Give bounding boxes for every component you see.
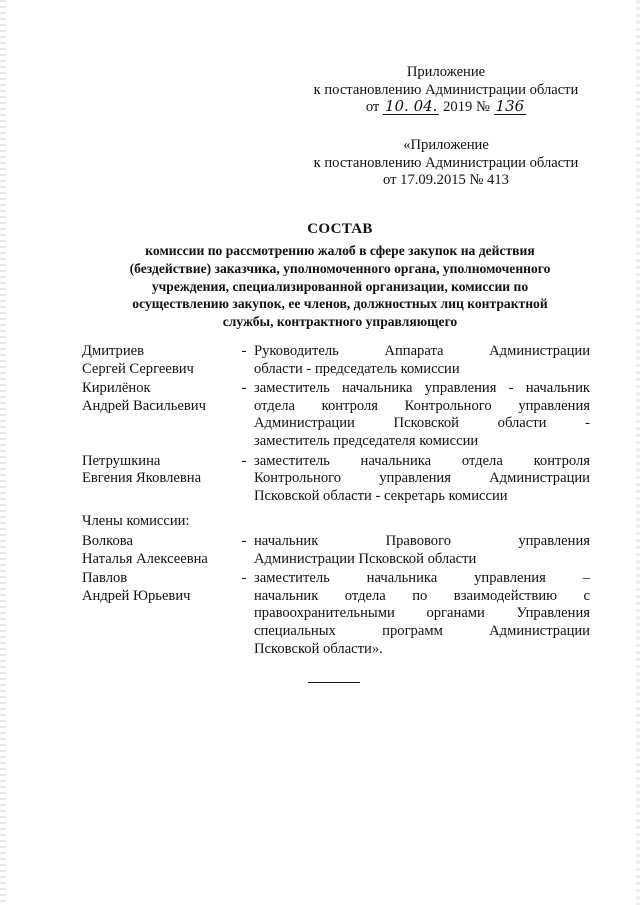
position-line: заместитель начальника управления –: [254, 570, 590, 587]
position-line: Псковской области - секретарь комиссии: [254, 487, 508, 504]
previous-appendix-header: [306, 137, 586, 190]
handwritten-date: 10. 04.: [384, 97, 438, 115]
position-line: начальник отдела по взаимодействию с: [254, 587, 590, 604]
member-position: [254, 453, 590, 506]
position-line: заместитель начальника управления - начальник: [254, 380, 590, 397]
member-given-names: Андрей Васильевич: [82, 397, 206, 414]
member-position: [254, 533, 590, 568]
member-row: [82, 453, 590, 506]
position-line: начальник Правового управления: [254, 532, 590, 549]
member-dash: -: [241, 532, 247, 549]
member-name: [82, 343, 234, 378]
member-name: [82, 380, 234, 415]
member-row: [82, 570, 590, 658]
member-position: [254, 343, 590, 378]
commission-list: [82, 343, 590, 660]
subtitle-line: осуществлению закупок, ее членов, должностных лиц контрактной: [132, 296, 548, 312]
member-position: [254, 380, 590, 450]
document-subtitle: [90, 242, 590, 331]
position-line: Псковской области».: [254, 640, 383, 657]
handwritten-number: 136: [495, 97, 525, 115]
member-surname: Петрушкина: [82, 452, 161, 469]
members-section-label: Члены комиссии:: [82, 513, 190, 530]
member-given-names: Евгения Яковлевна: [82, 470, 202, 487]
end-separator-line: [308, 682, 360, 683]
member-given-names: Наталья Алексеевна: [82, 550, 208, 567]
appendix-header: [306, 64, 586, 117]
previous-appendix-date: от 17.09.2015 № 413: [383, 172, 509, 188]
scan-edge-right: [636, 0, 640, 905]
position-line: заместитель председателя комиссии: [254, 432, 479, 449]
member-given-names: Андрей Юрьевич: [82, 587, 191, 604]
member-dash: -: [241, 380, 247, 397]
scan-edge-left: [0, 0, 6, 905]
member-dash: -: [241, 452, 247, 469]
subtitle-line: (бездействие) заказчика, уполномоченного органа, уполномоченного: [129, 260, 551, 276]
position-line: правоохранительными органами Управления: [254, 605, 590, 622]
position-line: Руководитель Аппарата Администрации: [254, 343, 590, 359]
member-surname: Кирилёнок: [82, 380, 151, 397]
member-given-names: Сергей Сергеевич: [82, 360, 194, 377]
document-title: СОСТАВ: [307, 221, 373, 237]
member-row: [82, 343, 590, 378]
position-line: Контрольного управления Администрации: [254, 470, 590, 487]
position-line: Администрации Псковской области -: [254, 415, 590, 432]
subtitle-line: комиссии по рассмотрению жалоб в сфере закупок на действия: [145, 243, 535, 258]
member-surname: Павлов: [82, 570, 128, 587]
position-line: области - председатель комиссии: [254, 360, 460, 377]
member-row: [82, 380, 590, 450]
appendix-label: Приложение: [406, 64, 486, 80]
appendix-date-line: [306, 99, 586, 117]
appendix-decree: к постановлению Администрации области: [313, 81, 579, 98]
member-row: [82, 533, 590, 568]
subtitle-line: учреждения, специализированной организации, комиссии по: [151, 278, 529, 294]
member-dash: -: [241, 570, 247, 587]
member-surname: Волкова: [82, 532, 133, 549]
previous-appendix-decree: к постановлению Администрации области: [313, 154, 579, 171]
position-line: специальных программ Администрации: [254, 622, 590, 639]
member-name: [82, 453, 234, 488]
position-line: заместитель начальника отдела контроля: [254, 452, 590, 469]
position-line: Администрации Псковской области: [254, 550, 477, 567]
date-prefix: от: [365, 99, 380, 115]
previous-appendix-label: «Приложение: [403, 137, 489, 153]
member-name: [82, 533, 234, 568]
position-line: отдела контроля Контрольного управления: [254, 397, 590, 414]
subtitle-line: службы, контрактного управляющего: [222, 314, 458, 330]
member-dash: -: [241, 343, 247, 359]
member-surname: Дмитриев: [82, 343, 145, 359]
year-number-label: 2019 №: [443, 99, 490, 115]
member-position: [254, 570, 590, 658]
member-name: [82, 570, 234, 605]
